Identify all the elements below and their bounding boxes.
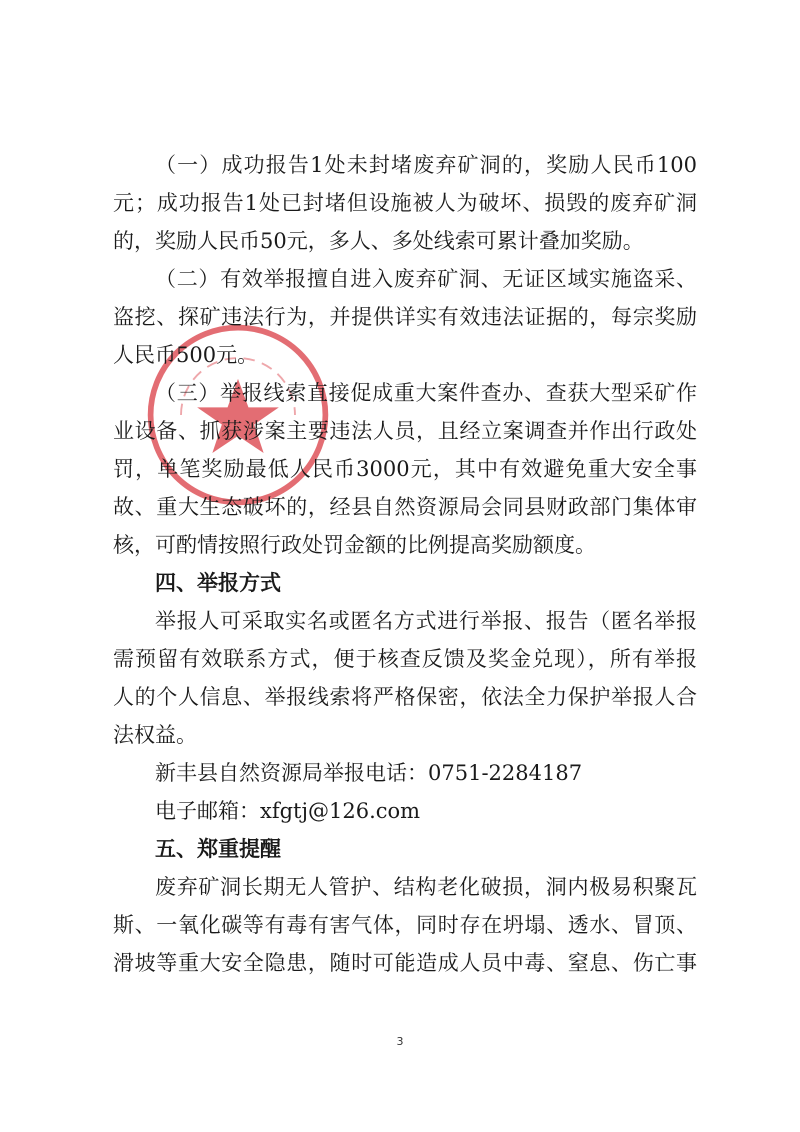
- paragraph-line: 斯、一氧化碳等有毒有害气体，同时存在坍塌、透水、冒顶、: [113, 913, 697, 937]
- paragraph-line: 人的个人信息、举报线索将严格保密，依法全力保护举报人合: [113, 685, 697, 709]
- paragraph-line: 举报人可采取实名或匿名方式进行举报、报告（匿名举报: [155, 609, 697, 633]
- section-heading: 五、郑重提醒: [155, 836, 281, 861]
- paragraph-line: 新丰县自然资源局举报电话：0751-2284187: [155, 761, 583, 785]
- paragraph-line: 盗挖、探矿违法行为，并提供详实有效违法证据的，每宗奖励: [113, 305, 697, 329]
- paragraph-line: 电子邮箱：xfgtj@126.com: [155, 799, 421, 823]
- paragraph-line: 的，奖励人民币50元，多人、多处线索可累计叠加奖励。: [113, 229, 644, 253]
- paragraph-line: 需预留有效联系方式，便于核查反馈及奖金兑现），所有举报: [113, 647, 697, 671]
- paragraph-line: （三）举报线索直接促成重大案件查办、查获大型采矿作: [155, 381, 697, 405]
- paragraph-line: 人民币500元。: [113, 343, 259, 367]
- paragraph-line: 滑坡等重大安全隐患，随时可能造成人员中毒、窒息、伤亡事: [113, 951, 697, 975]
- section-heading: 四、举报方式: [155, 570, 281, 595]
- paragraph-line: （二）有效举报擅自进入废弃矿洞、无证区域实施盗采、: [155, 267, 697, 291]
- page-number: 3: [396, 1035, 404, 1048]
- paragraph-line: 业设备、抓获涉案主要违法人员，且经立案调查并作出行政处: [113, 419, 697, 443]
- paragraph-line: 罚，单笔奖励最低人民币3000元，其中有效避免重大安全事: [113, 457, 697, 481]
- paragraph-line: 故、重大生态破坏的，经县自然资源局会同县财政部门集体审: [113, 495, 697, 519]
- paragraph-line: 废弃矿洞长期无人管护、结构老化破损，洞内极易积聚瓦: [155, 875, 697, 899]
- paragraph-line: 核，可酌情按照行政处罚金额的比例提高奖励额度。: [113, 533, 596, 557]
- paragraph-line: 法权益。: [113, 723, 197, 747]
- paragraph-line: 元；成功报告1处已封堵但设施被人为破坏、损毁的废弃矿洞: [113, 191, 697, 215]
- paragraph-line: （一）成功报告1处未封堵废弃矿洞的，奖励人民币100: [155, 153, 697, 177]
